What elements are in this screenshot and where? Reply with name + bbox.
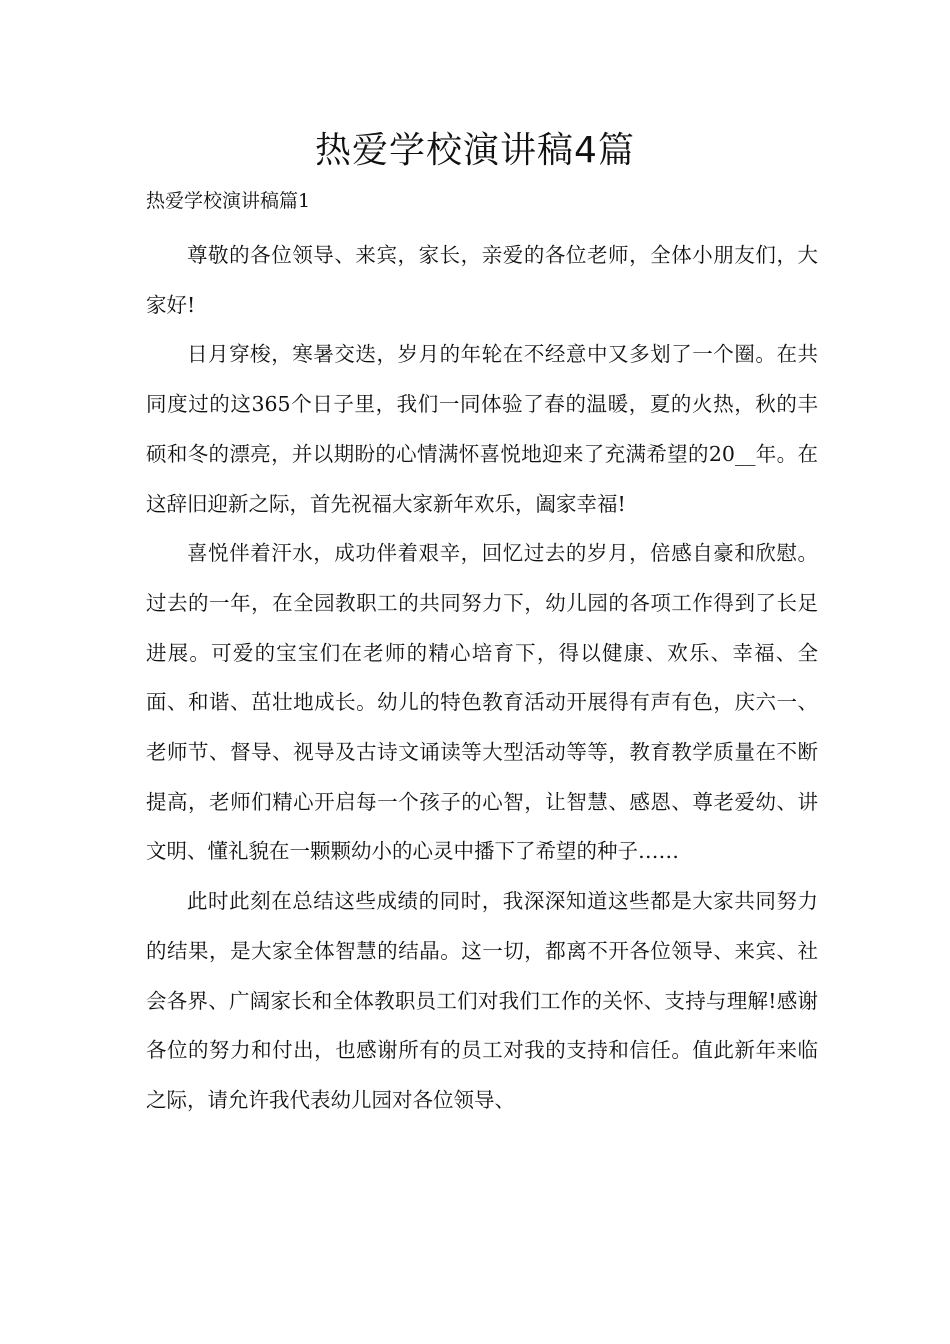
paragraph-achievements: 喜悦伴着汗水，成功伴着艰辛，回忆过去的岁月，倍感自豪和欣慰。过去的一年，在全园教职工的共同努力下，幼儿园的各项工作得到了长足进展。可爱的宝宝们在老师的精心培育下，得以健康、欢乐、幸福、全面、和谐、茁壮地成长。幼儿的特色教育活动开展得有声有色，庆六一、老师节、督导、视导及古诗文诵读等大型活动等等，教育教学质量在不断提高，老师们精心开启每一个孩子的心智，让智慧、感恩、尊老爱幼、讲文明、懂礼貌在一颗颗幼小的心灵中播下了希望的种子…… (146, 541, 818, 864)
document-title: 热爱学校演讲稿4篇 (315, 130, 635, 171)
paragraph-new-year: 日月穿梭，寒暑交迭，岁月的年轮在不经意中又多划了一个圈。在共同度过的这365个日子里，我们一同体验了春的温暖，夏的火热，秋的丰硕和冬的漂亮，并以期盼的心情满怀喜悦地迎来了充满希望的20__年。在这辞旧迎新之际，首先祝福大家新年欢乐，阖家幸福! (146, 342, 818, 516)
paragraph-greeting: 尊敬的各位领导、来宾，家长，亲爱的各位老师，全体小朋友们，大家好! (146, 243, 818, 317)
section-heading: 热爱学校演讲稿篇1 (146, 190, 311, 212)
paragraph-thanks: 此时此刻在总结这些成绩的同时，我深深知道这些都是大家共同努力的结果，是大家全体智慧的结晶。这一切，都离不开各位领导、来宾、社会各界、广阔家长和全体教职员工们对我们工作的关怀、支持与理解!感谢各位的努力和付出，也感谢所有的员工对我的支持和信任。值此新年来临之际，请允许我代表幼儿园对各位领导、 (146, 889, 818, 1112)
document-body (146, 231, 818, 1126)
